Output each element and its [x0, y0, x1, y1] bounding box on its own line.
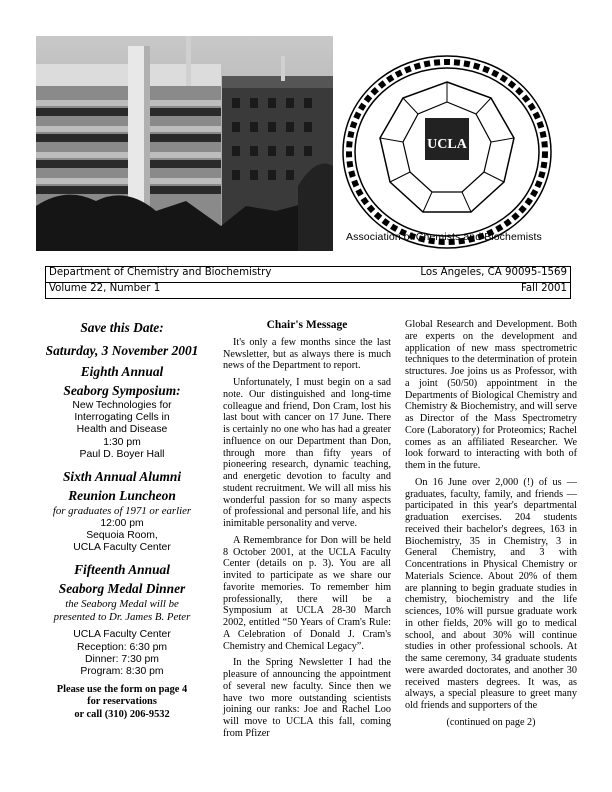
- event2-title-1: Sixth Annual Alumni: [62, 469, 182, 485]
- event3-program: Program: 8:30 pm: [80, 666, 164, 678]
- location: Los Angeles, CA 90095-1569: [420, 267, 567, 278]
- volume-number: Volume 22, Number 1: [49, 283, 161, 294]
- event3-title-1: Fifteenth Annual: [74, 562, 170, 578]
- reservation-note: Please use the form on page 4: [56, 684, 188, 696]
- building-photo-graphic: [36, 36, 333, 251]
- association-name: Association of Chemists and Biochemists: [346, 231, 542, 243]
- chairs-message-column-2: [405, 319, 577, 729]
- save-date-heading: Save this Date:: [80, 320, 164, 335]
- chairs-message-column-1: [223, 320, 391, 745]
- newsletter-header: [45, 266, 571, 299]
- article-paragraph: In the Spring Newsletter I had the pleasure of announcing the appointment of several new faculty. Since then we have two more outstanding scientists joining our ranks: Joe and Rachel Loo will move to UCLA this fall, coming from Pfizer: [223, 657, 391, 739]
- event3-subtitle: the Seaborg Medal will be: [65, 598, 179, 611]
- event3-title-2: Seaborg Medal Dinner: [58, 581, 186, 597]
- article-paragraph: It's only a few months since the last Newsletter, but as always there is much news of the Department to report.: [223, 336, 391, 372]
- reservation-note: for reservations: [87, 696, 157, 708]
- event3-reception: Reception: 6:30 pm: [76, 641, 168, 653]
- event3-dinner: Dinner: 7:30 pm: [85, 653, 159, 665]
- event2-location: Sequoia Room,: [86, 529, 158, 541]
- article-paragraph: A Remembrance for Don will be held 8 October 2001, at the UCLA Faculty Center (details on p. 3). You are all invited to participate as we share our favorite memories. To remember him professionally, there will be a Symposium at UCLA 28-30 March 2002, entitled “50 Years of Cram's Rule: A Celebration of Donald J. Cram's Chemistry and Chemical Legacy”.: [223, 534, 391, 652]
- seal-text: UCLA: [427, 137, 467, 152]
- event1-line: Health and Disease: [76, 424, 168, 436]
- event1-line: Interrogating Cells in: [74, 412, 170, 424]
- event2-time: 12:00 pm: [100, 517, 144, 529]
- event1-line: New Technologies for: [72, 400, 172, 411]
- department-name: Department of Chemistry and Biochemistry: [49, 267, 272, 278]
- event3-subtitle: presented to Dr. James B. Peter: [53, 610, 191, 623]
- event2-title-2: Reunion Luncheon: [68, 488, 176, 504]
- event1-time: 1:30 pm: [103, 436, 141, 448]
- event1-title-1: Eighth Annual: [80, 364, 164, 379]
- reservation-phone: or call (310) 206-9532: [74, 708, 170, 720]
- issue-date: Fall 2001: [521, 283, 567, 294]
- event2-location: UCLA Faculty Center: [73, 542, 171, 554]
- dna-seal-graphic: [336, 50, 582, 254]
- continued-note: (continued on page 2): [446, 716, 536, 728]
- event2-subtitle: for graduates of 1971 or earlier: [52, 505, 192, 518]
- article-paragraph: Unfortunately, I must begin on a sad note. Our distinguished and long-time colleague and friend, Don Cram, lost his last bout with cancer on 17 June. There is certainly no one who has had a greater influence on our Department than Don, through more than fifty years of pioneering research, dynamic teaching, and energetic devotion to faculty and student recruitment. We will all miss his wonderful passion for so many aspects of professional and personal life, and his inimitable personality and verve.: [223, 377, 391, 529]
- event1-title-2: Seaborg Symposium:: [63, 383, 181, 398]
- article-paragraph: Global Research and Development. Both are experts on the development and application of new mass spectrometric techniques to the determination of protein structures. Joe joins us as Professor, with a joint (50/50) appointment in the Departments of Biological Chemistry and Chemistry & Biochemistry, and will serve as Director of the Mass Spectrometry Core (Laboratory) for Proteomics; Rachel comes as an affiliated Researcher. We look forward to interacting with both of them in the future.: [405, 319, 577, 471]
- event1-location: Paul D. Boyer Hall: [79, 448, 165, 460]
- building-photo: [36, 36, 333, 251]
- association-seal: [336, 50, 582, 254]
- article-title: Chair's Message: [266, 319, 348, 331]
- save-the-date-column: [36, 318, 208, 721]
- event3-location: UCLA Faculty Center: [73, 629, 171, 641]
- event-date: Saturday, 3 November 2001: [45, 343, 199, 358]
- article-paragraph: On 16 June over 2,000 (!) of us — graduates, faculty, family, and friends — participated in this year's departmental graduation exercises. 204 students received their bachelor's degrees, 163 in Biochemistry, 35 in Chemistry, 3 in General Chemistry, and 3 with Concentrations in Physical Chemistry or Materials Science. About 20% of them are planning to begin graduate studies in chemistry, biochemistry and the life sciences, 10% will pursue graduate work in other fields, 20% will go to medical school, and about 30% will continue studies in other professional schools. At the same ceremony, 34 graduate students were awarded doctorates, and another 30 received masters degrees. It was, as always, a special pleasure to greet many old friends and supporters of the: [405, 476, 577, 711]
